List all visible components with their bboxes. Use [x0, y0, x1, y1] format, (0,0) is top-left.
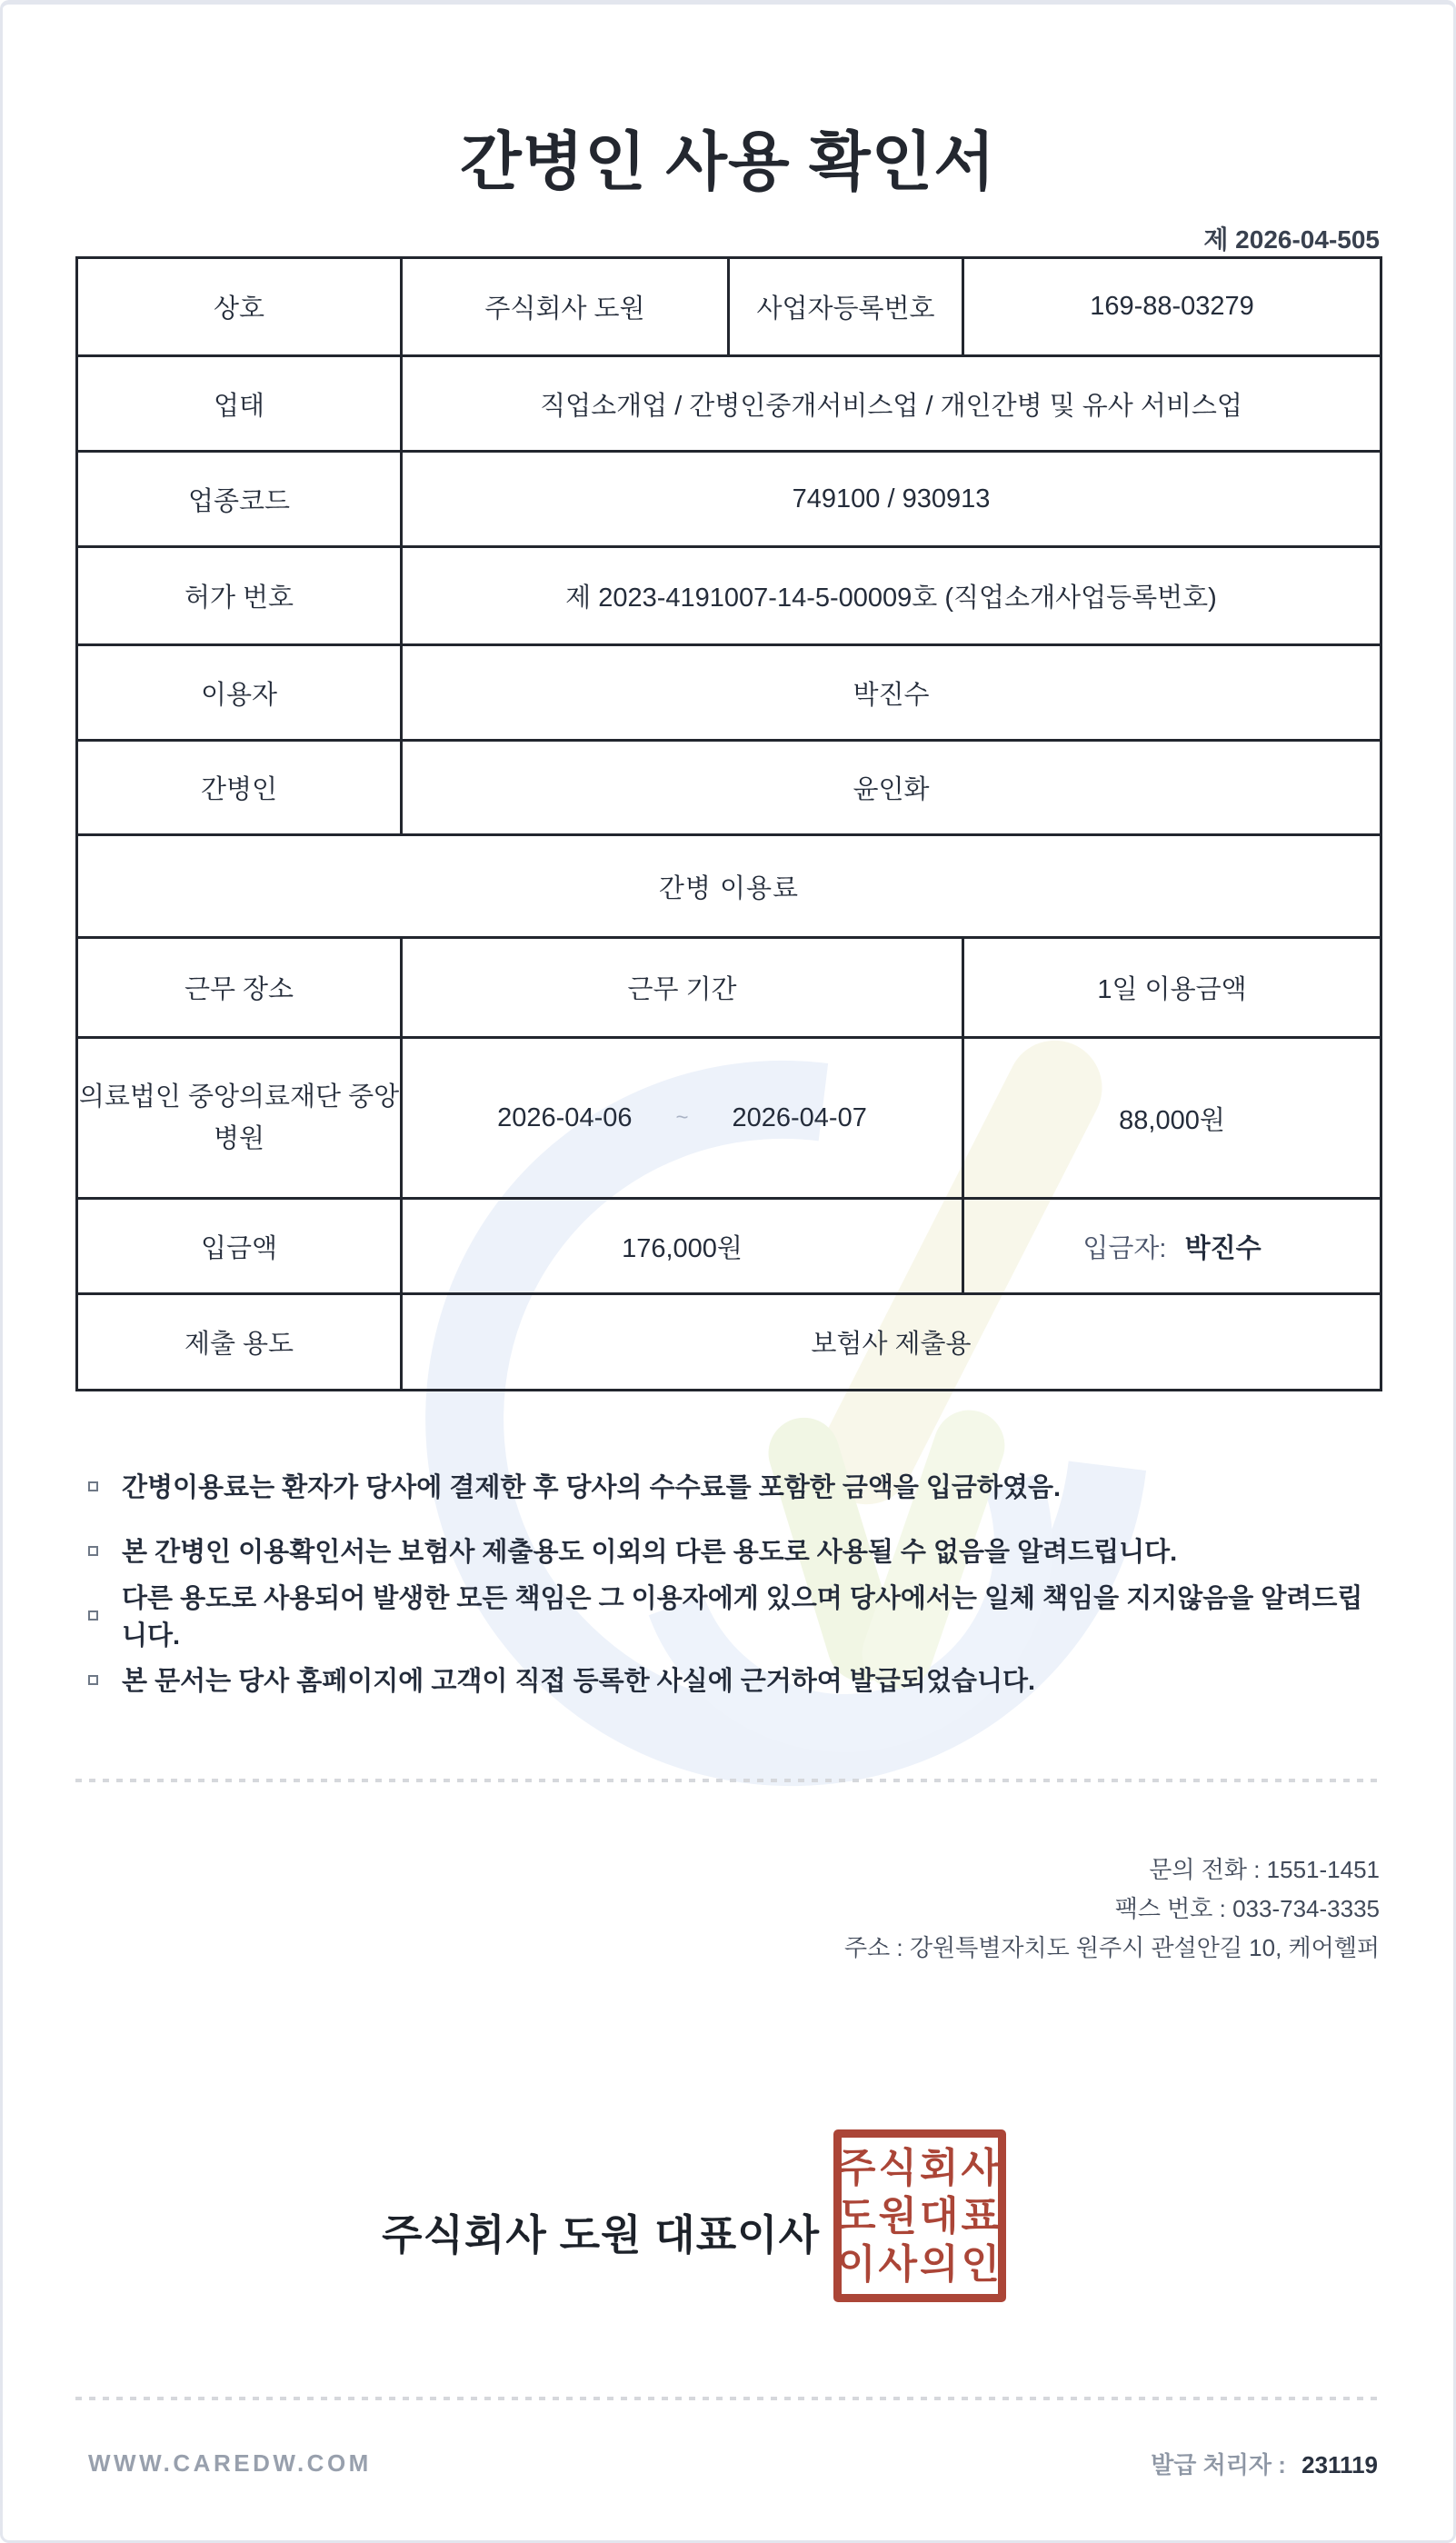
- company-name-value: 주식회사 도원: [402, 258, 729, 356]
- business-type-value: 직업소개업 / 간병인중개서비스업 / 개인간병 및 유사 서비스업: [402, 356, 1381, 452]
- document-number: 제 2026-04-505: [1203, 225, 1380, 254]
- square-bullet-icon: [88, 1481, 98, 1491]
- corporate-seal-stamp: [833, 2129, 1006, 2302]
- table-row: [77, 1038, 1381, 1199]
- note-text: 본 간병인 이용확인서는 보험사 제출용도 이외의 다른 용도로 사용될 수 없음을 알려드립니다.: [122, 1538, 1178, 1567]
- permit-number-label: 허가 번호: [77, 547, 402, 645]
- contact-address: 주소 : 강원특별자치도 원주시 관설안길 10, 케어헬퍼: [843, 1934, 1380, 1961]
- table-row: [77, 741, 1381, 835]
- list-item: [88, 1647, 1379, 1711]
- issuer-value: 231119: [1301, 2451, 1378, 2478]
- table-row: [77, 1199, 1381, 1294]
- business-number-label: 사업자등록번호: [729, 258, 963, 356]
- table-row: [77, 452, 1381, 547]
- period-end-date: 2026-04-07: [732, 1102, 867, 1132]
- note-text: 다른 용도로 사용되어 발생한 모든 책임은 그 이용자에게 있으며 당사에서는 일체 책임을 지지않음을 알려드립니다.: [122, 1583, 1363, 1650]
- contact-fax: 팩스 번호 : 033-734-3335: [1114, 1895, 1380, 1922]
- contact-phone: 문의 전화 : 1551-1451: [1149, 1856, 1380, 1883]
- table-row: [77, 1294, 1381, 1391]
- caregiver-value: 윤인화: [402, 741, 1381, 835]
- page-title: 간병인 사용 확인서: [460, 126, 996, 197]
- certificate-table: [75, 256, 1382, 1391]
- issuer-info: [1151, 2447, 1378, 2480]
- note-text: 본 문서는 당사 홈페이지에 고객이 직접 등록한 사실에 근거하여 발급되었습니다.: [122, 1667, 1036, 1696]
- dotted-divider-bottom: [75, 2397, 1380, 2400]
- list-item: [88, 1453, 1379, 1518]
- industry-code-label: 업종코드: [77, 452, 402, 547]
- business-type-label: 업태: [77, 356, 402, 452]
- work-period-value: [402, 1038, 963, 1199]
- square-bullet-icon: [88, 1675, 98, 1685]
- issuer-label: 발급 처리자 :: [1151, 2451, 1286, 2478]
- square-bullet-icon: [88, 1546, 98, 1556]
- daily-amount-value: 88,000원: [963, 1038, 1381, 1199]
- table-row: [77, 258, 1381, 356]
- depositor-cell: [963, 1199, 1381, 1294]
- table-row: [77, 835, 1381, 938]
- ceo-signature-text: 주식회사 도원 대표이사: [382, 2211, 820, 2259]
- period-start-date: 2026-04-06: [497, 1102, 633, 1132]
- page-footer: [88, 2447, 1378, 2480]
- work-period-header: 근무 기간: [402, 938, 963, 1038]
- list-item: [88, 1518, 1379, 1582]
- notes-list: [88, 1453, 1379, 1711]
- table-row: [77, 938, 1381, 1038]
- stamp-line: 이사의인: [837, 2241, 1003, 2287]
- square-bullet-icon: [88, 1611, 98, 1621]
- purpose-label: 제출 용도: [77, 1294, 402, 1391]
- user-label: 이용자: [77, 645, 402, 741]
- depositor-name: 박진수: [1184, 1233, 1262, 1263]
- deposit-label: 입금액: [77, 1199, 402, 1294]
- company-name-label: 상호: [77, 258, 402, 356]
- table-row: [77, 356, 1381, 452]
- care-fee-section-header: 간병 이용료: [77, 835, 1381, 938]
- signature-row: [0, 2129, 1456, 2302]
- tilde-separator: ~: [675, 1105, 689, 1130]
- list-item: [88, 1582, 1379, 1650]
- user-value: 박진수: [402, 645, 1381, 741]
- table-row: [77, 645, 1381, 741]
- caregiver-label: 간병인: [77, 741, 402, 835]
- contact-info: [844, 1850, 1380, 1968]
- stamp-line: 주식회사: [837, 2145, 1003, 2190]
- work-place-value: 의료법인 중앙의료재단 중앙병원: [77, 1038, 402, 1199]
- note-text: 간병이용료는 환자가 당사에 결제한 후 당사의 수수료를 포함한 금액을 입금하였음.: [122, 1473, 1062, 1502]
- table-row: [77, 547, 1381, 645]
- dotted-divider-top: [75, 1779, 1380, 1782]
- business-number-value: 169-88-03279: [963, 258, 1381, 356]
- industry-code-value: 749100 / 930913: [402, 452, 1381, 547]
- daily-amount-header: 1일 이용금액: [963, 938, 1381, 1038]
- permit-number-value: 제 2023-4191007-14-5-00009호 (직업소개사업등록번호): [402, 547, 1381, 645]
- depositor-label: 입금자:: [1082, 1233, 1167, 1263]
- deposit-amount-value: 176,000원: [402, 1199, 963, 1294]
- purpose-value: 보험사 제출용: [402, 1294, 1381, 1391]
- stamp-line: 도원대표: [837, 2193, 1003, 2239]
- work-place-header: 근무 장소: [77, 938, 402, 1038]
- website-url: WWW.CAREDW.COM: [88, 2449, 372, 2477]
